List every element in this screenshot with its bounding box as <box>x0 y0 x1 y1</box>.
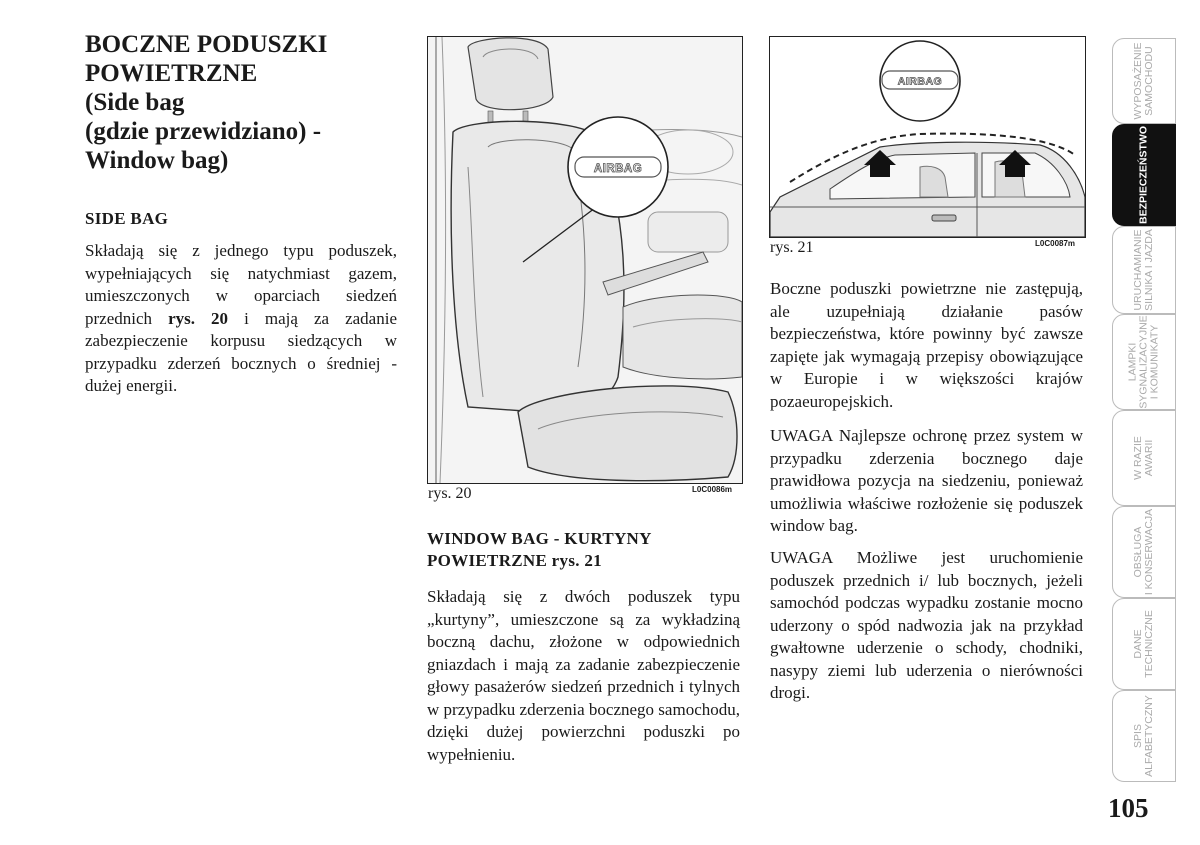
tab-label <box>1133 42 1155 119</box>
tab-label-line: ALFABETYCZNY <box>1143 695 1155 777</box>
title-line: POWIETRZNE <box>85 60 258 87</box>
tab-label-line: W RAZIE <box>1132 436 1144 480</box>
title-line: Window bag) <box>85 147 229 174</box>
tab-w-razie-awarii[interactable] <box>1112 410 1176 506</box>
tab-label-line: WYPOSAŻENIE <box>1132 42 1144 120</box>
text-span: i mają za zadanie zabezpieczenie korpusu siedzących w przypadku zderzeń bocznych o średniej - dużej energii. <box>85 308 397 395</box>
figure-20-seat-illustration <box>427 36 743 484</box>
tab-label-line: SILNIKA I JAZDA <box>1143 229 1155 311</box>
tab-lampki-sygnalizacyjne[interactable] <box>1112 314 1176 410</box>
side-bag-paragraph <box>85 240 397 398</box>
figure-21-caption: rys. 21 <box>770 239 814 256</box>
tab-label-line: I KOMUNIKATY <box>1148 324 1161 400</box>
section-title <box>85 30 405 175</box>
text-span: Składają się z jednego typu poduszek, wypełniających się natychmiast gazem, umieszczonych w oparciach siedzeń przednich <box>85 241 397 328</box>
tab-label-line: I KONSERWACJA <box>1143 508 1155 596</box>
right-paragraph-2: UWAGA Najlepsze ochronę przez system w przypadku zderzenia bocznego daje prawidłowa pozycja na siedzeniu, ponieważ umożliwia właściwe rozłożenie się poduszek window bag. <box>770 426 1083 535</box>
title-line: (Side bag <box>85 89 185 116</box>
tab-uruchamianie-silnika[interactable] <box>1112 226 1176 314</box>
page-number: 105 <box>1108 793 1149 823</box>
figure-20-code: L0C0086m <box>692 485 733 494</box>
title-line: BOCZNE PODUSZKI <box>85 31 328 58</box>
tab-label-line: SAMOCHODU <box>1143 46 1155 116</box>
window-bag-paragraph: Składają się z dwóch poduszek typu „kurtyny”, umieszczone są za wykładziną boczną dachu, złożone w odpowiednich gniazdach i mają za zadanie zabezpieczenie głowy pasażerów siedzeń przednich i tylnych w przypadku zderzenia bocznego samochodu, dzięki dużej powierzchni poduszki po wypełnieniu. <box>427 587 740 764</box>
figure-21-car-illustration <box>769 36 1086 238</box>
tab-label-line: OBSŁUGA <box>1132 526 1144 578</box>
tab-dane-techniczne[interactable] <box>1112 598 1176 690</box>
airbag-badge-text: AIRBAG <box>593 163 643 175</box>
figure-reference: rys. 20 <box>168 308 229 328</box>
figure-20-caption: rys. 20 <box>428 485 472 502</box>
tab-spis-alfabetyczny[interactable] <box>1112 690 1176 782</box>
tab-label <box>1128 315 1161 408</box>
tab-label <box>1133 610 1155 678</box>
heading-line: POWIETRZNE rys. 21 <box>427 551 602 570</box>
right-paragraph-3: UWAGA Możliwe jest uruchomienie poduszek przednich i/ lub bocznych, jeżeli samochód podczas wypadku zostanie mocno uderzony o spód nadwozia jak na przykład gwałtowne uderzenie o schody, chodniki, nasypy ziemi lub uderzenia o nierówności drogi. <box>770 548 1083 702</box>
tab-label <box>1133 229 1155 311</box>
tab-label-line: TECHNICZNE <box>1143 610 1155 678</box>
heading-line: WINDOW BAG - KURTYNY <box>427 529 652 548</box>
tab-label-line: URUCHAMIANIE <box>1132 229 1144 311</box>
seat-drawing <box>428 37 742 483</box>
tab-label <box>1139 126 1150 224</box>
tab-label-line: DANE <box>1132 629 1144 659</box>
tab-label-line: AWARII <box>1143 439 1155 477</box>
figure-21-code: L0C0087m <box>1035 239 1076 248</box>
tab-label <box>1133 695 1155 777</box>
tab-label-line: LAMPKI <box>1126 342 1139 382</box>
car-drawing <box>770 37 1085 237</box>
tab-label-line: BEZPIECZEŃSTWO <box>1137 125 1150 225</box>
tab-wyposazenie-samochodu[interactable] <box>1112 38 1176 124</box>
tab-label-line: SYGNALIZACYJNE <box>1137 315 1150 409</box>
tab-label <box>1133 436 1155 480</box>
right-paragraph-1: Boczne poduszki powietrzne nie zastępują, ale uzupełniają działanie pasów bezpieczeństwa, które powinny być zawsze zapięte jak wymagają przepisy obowiązujące w Europie i w większości krajów pozaeuropejskich. <box>770 279 1083 411</box>
title-line: (gdzie przewidziano) - <box>85 118 322 145</box>
tab-bezpieczenstwo[interactable] <box>1112 124 1176 226</box>
window-bag-heading <box>427 528 652 572</box>
tab-obsluga-i-konserwacja[interactable] <box>1112 506 1176 598</box>
side-bag-heading: SIDE BAG <box>85 209 169 228</box>
tab-label-line: SPIS <box>1132 724 1144 748</box>
tab-label <box>1133 509 1155 595</box>
airbag-badge-text: AIRBAG <box>897 75 943 88</box>
